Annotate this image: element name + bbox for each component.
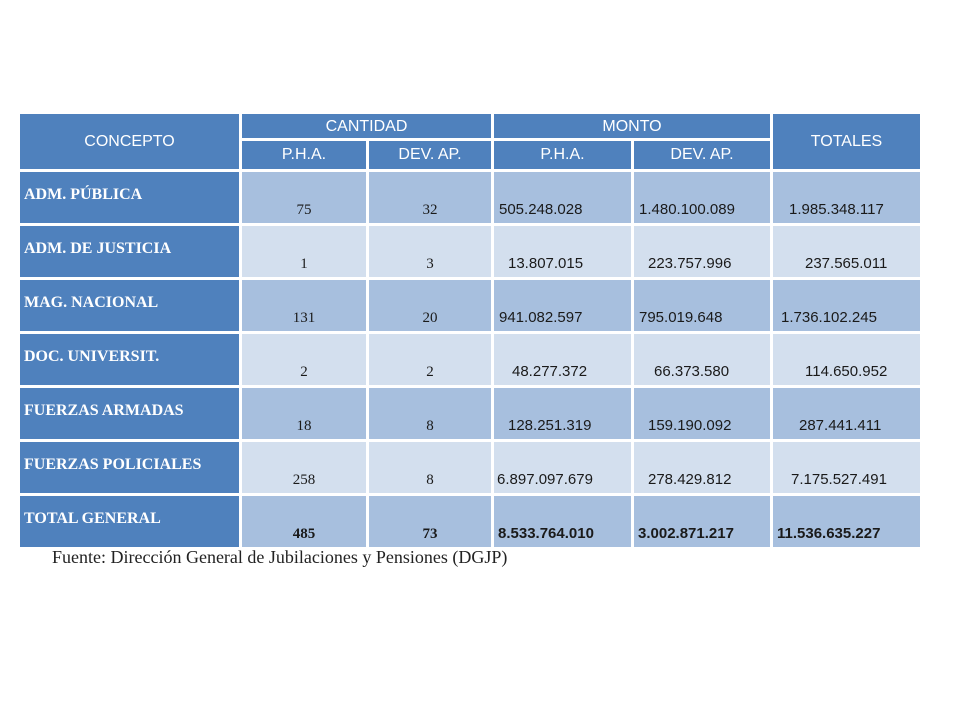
cell-cantidad-dev-ap: 20 bbox=[369, 280, 491, 331]
row-label-mag-nacional: MAG. NACIONAL bbox=[20, 280, 239, 331]
cell-cantidad-pha-total: 485 bbox=[242, 496, 366, 547]
header-monto: MONTO bbox=[494, 114, 770, 138]
header-monto-pha: P.H.A. bbox=[494, 141, 631, 169]
header-concepto: CONCEPTO bbox=[20, 114, 239, 169]
pension-table bbox=[20, 114, 920, 547]
cell-monto-dev-ap: 223.757.996 bbox=[634, 226, 770, 277]
row-label-fuerzas-armadas: FUERZAS ARMADAS bbox=[20, 388, 239, 439]
row-label-fuerzas-policiales: FUERZAS POLICIALES bbox=[20, 442, 239, 493]
cell-monto-dev-ap: 159.190.092 bbox=[634, 388, 770, 439]
cell-cantidad-dev-ap: 2 bbox=[369, 334, 491, 385]
cell-cantidad-pha: 131 bbox=[242, 280, 366, 331]
cell-monto-dev-ap: 66.373.580 bbox=[634, 334, 770, 385]
header-cantidad: CANTIDAD bbox=[242, 114, 491, 138]
cell-total: 1.736.102.245 bbox=[773, 280, 920, 331]
cell-cantidad-dev-ap: 32 bbox=[369, 172, 491, 223]
cell-monto-dev-ap-total: 3.002.871.217 bbox=[634, 496, 770, 547]
cell-cantidad-dev-ap: 8 bbox=[369, 442, 491, 493]
cell-cantidad-dev-ap-total: 73 bbox=[369, 496, 491, 547]
cell-monto-pha: 128.251.319 bbox=[494, 388, 631, 439]
cell-cantidad-pha: 258 bbox=[242, 442, 366, 493]
header-cantidad-pha: P.H.A. bbox=[242, 141, 366, 169]
cell-monto-dev-ap: 278.429.812 bbox=[634, 442, 770, 493]
header-cantidad-dev-ap: DEV. AP. bbox=[369, 141, 491, 169]
row-label-adm-justicia: ADM. DE JUSTICIA bbox=[20, 226, 239, 277]
cell-cantidad-pha: 75 bbox=[242, 172, 366, 223]
cell-cantidad-pha: 18 bbox=[242, 388, 366, 439]
cell-monto-pha: 6.897.097.679 bbox=[494, 442, 631, 493]
cell-total: 7.175.527.491 bbox=[773, 442, 920, 493]
cell-cantidad-dev-ap: 3 bbox=[369, 226, 491, 277]
source-note: Fuente: Dirección General de Jubilaciones y Pensiones (DGJP) bbox=[52, 547, 508, 567]
cell-monto-dev-ap: 1.480.100.089 bbox=[634, 172, 770, 223]
cell-monto-pha: 505.248.028 bbox=[494, 172, 631, 223]
cell-total: 287.441.411 bbox=[773, 388, 920, 439]
cell-monto-dev-ap: 795.019.648 bbox=[634, 280, 770, 331]
header-monto-dev-ap: DEV. AP. bbox=[634, 141, 770, 169]
cell-monto-pha: 941.082.597 bbox=[494, 280, 631, 331]
header-totales: TOTALES bbox=[773, 114, 920, 169]
cell-cantidad-pha: 2 bbox=[242, 334, 366, 385]
cell-monto-pha-total: 8.533.764.010 bbox=[494, 496, 631, 547]
cell-total: 1.985.348.117 bbox=[773, 172, 920, 223]
cell-cantidad-dev-ap: 8 bbox=[369, 388, 491, 439]
cell-total: 114.650.952 bbox=[773, 334, 920, 385]
row-label-total-general: TOTAL GENERAL bbox=[20, 496, 239, 547]
row-label-doc-universit: DOC. UNIVERSIT. bbox=[20, 334, 239, 385]
cell-monto-pha: 13.807.015 bbox=[494, 226, 631, 277]
cell-total: 237.565.011 bbox=[773, 226, 920, 277]
cell-cantidad-pha: 1 bbox=[242, 226, 366, 277]
cell-monto-pha: 48.277.372 bbox=[494, 334, 631, 385]
row-label-adm-publica: ADM. PÚBLICA bbox=[20, 172, 239, 223]
cell-total-general: 11.536.635.227 bbox=[773, 496, 920, 547]
